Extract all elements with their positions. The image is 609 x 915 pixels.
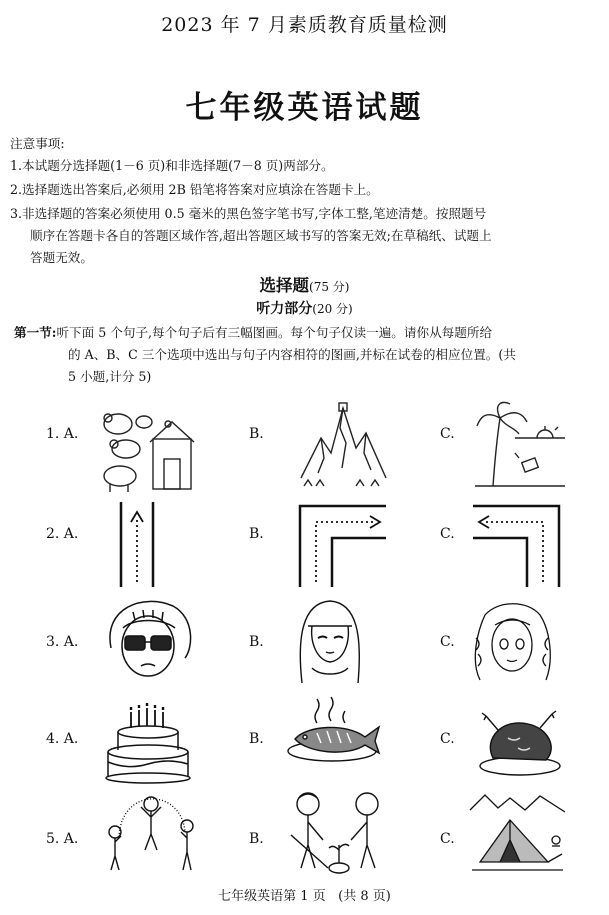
question-3-option-a-label: 3. A. bbox=[46, 634, 79, 650]
girl-long-hair-icon bbox=[292, 598, 367, 688]
listening-section-title: 听力部分(20 分) bbox=[256, 301, 353, 317]
beach-palm-icon bbox=[475, 398, 565, 488]
mountains-icon bbox=[296, 398, 391, 493]
kids-jump-rope-icon bbox=[101, 792, 201, 872]
notice-item-3-cont: 顺序在答题卡各自的答题区域作答,超出答题区域书写的答案无效;在草稿纸、试题上 bbox=[30, 228, 492, 243]
question-4-option-b-label: B. bbox=[249, 731, 264, 747]
question-2-option-b-label: B. bbox=[249, 526, 264, 542]
notice-item-2: 2.选择题选出答案后,必须用 2B 铅笔将答案对应填涂在答题卡上。 bbox=[10, 182, 379, 197]
girl-glasses-icon bbox=[103, 598, 193, 683]
question-1-option-a-label: 1. A. bbox=[46, 426, 79, 442]
page-footer bbox=[0, 885, 609, 904]
fish-dish-icon bbox=[287, 705, 382, 765]
choice-section-title: 选择题(75 分) bbox=[259, 276, 350, 295]
notice-item-1: 1.本试题分选择题(1－6 页)和非选择题(7－8 页)两部分。 bbox=[10, 158, 334, 173]
question-3-option-c-label: C. bbox=[440, 634, 455, 650]
camping-tent-icon bbox=[470, 790, 565, 880]
question-5-option-c-label: C. bbox=[440, 831, 455, 847]
question-2-option-c-label: C. bbox=[440, 526, 455, 542]
roast-chicken-icon bbox=[478, 708, 563, 778]
question-3-option-b-label: B. bbox=[249, 634, 264, 650]
exam-title: 2023 年 7 月素质教育质量检测 bbox=[161, 14, 448, 36]
page-number: 七年级英语第 1 页 bbox=[218, 889, 326, 904]
question-2-option-a-label: 2. A. bbox=[46, 526, 79, 542]
question-1-option-b-label: B. bbox=[249, 426, 264, 442]
page-total: (共 8 页) bbox=[338, 889, 391, 904]
main-title: 七年级英语试题 bbox=[185, 90, 424, 126]
question-5-option-b-label: B. bbox=[249, 831, 264, 847]
notice-item-3: 3.非选择题的答案必须使用 0.5 毫米的黑色签字笔书写,字体工整,笔迹清楚。按照题号 bbox=[10, 206, 487, 221]
question-1-option-c-label: C. bbox=[440, 426, 455, 442]
question-4-option-c-label: C. bbox=[440, 731, 455, 747]
turn-right-icon bbox=[296, 502, 386, 587]
turn-left-icon bbox=[473, 502, 563, 587]
kids-planting-icon bbox=[283, 790, 393, 880]
notice-item-3-end: 答题无效。 bbox=[30, 250, 93, 265]
birthday-cake-icon bbox=[103, 704, 193, 784]
instruction-label: 第一节: bbox=[14, 325, 57, 340]
question-4-option-a-label: 4. A. bbox=[46, 731, 79, 747]
farm-animals-icon bbox=[98, 404, 198, 496]
instruction: 第一节:听下面 5 个句子,每个句子后有三幅图画。每个句子仅读一遍。请你从每题所给 的 A、B、C 三个选项中选出与句子内容相符的图画,并标在试卷的相应位置。(共 5 小题,计分 5) bbox=[14, 325, 516, 384]
notice-heading: 注意事项: bbox=[10, 136, 65, 151]
go-straight-icon bbox=[117, 502, 157, 587]
girl-curly-hair-icon bbox=[470, 600, 555, 690]
question-5-option-a-label: 5. A. bbox=[46, 831, 79, 847]
